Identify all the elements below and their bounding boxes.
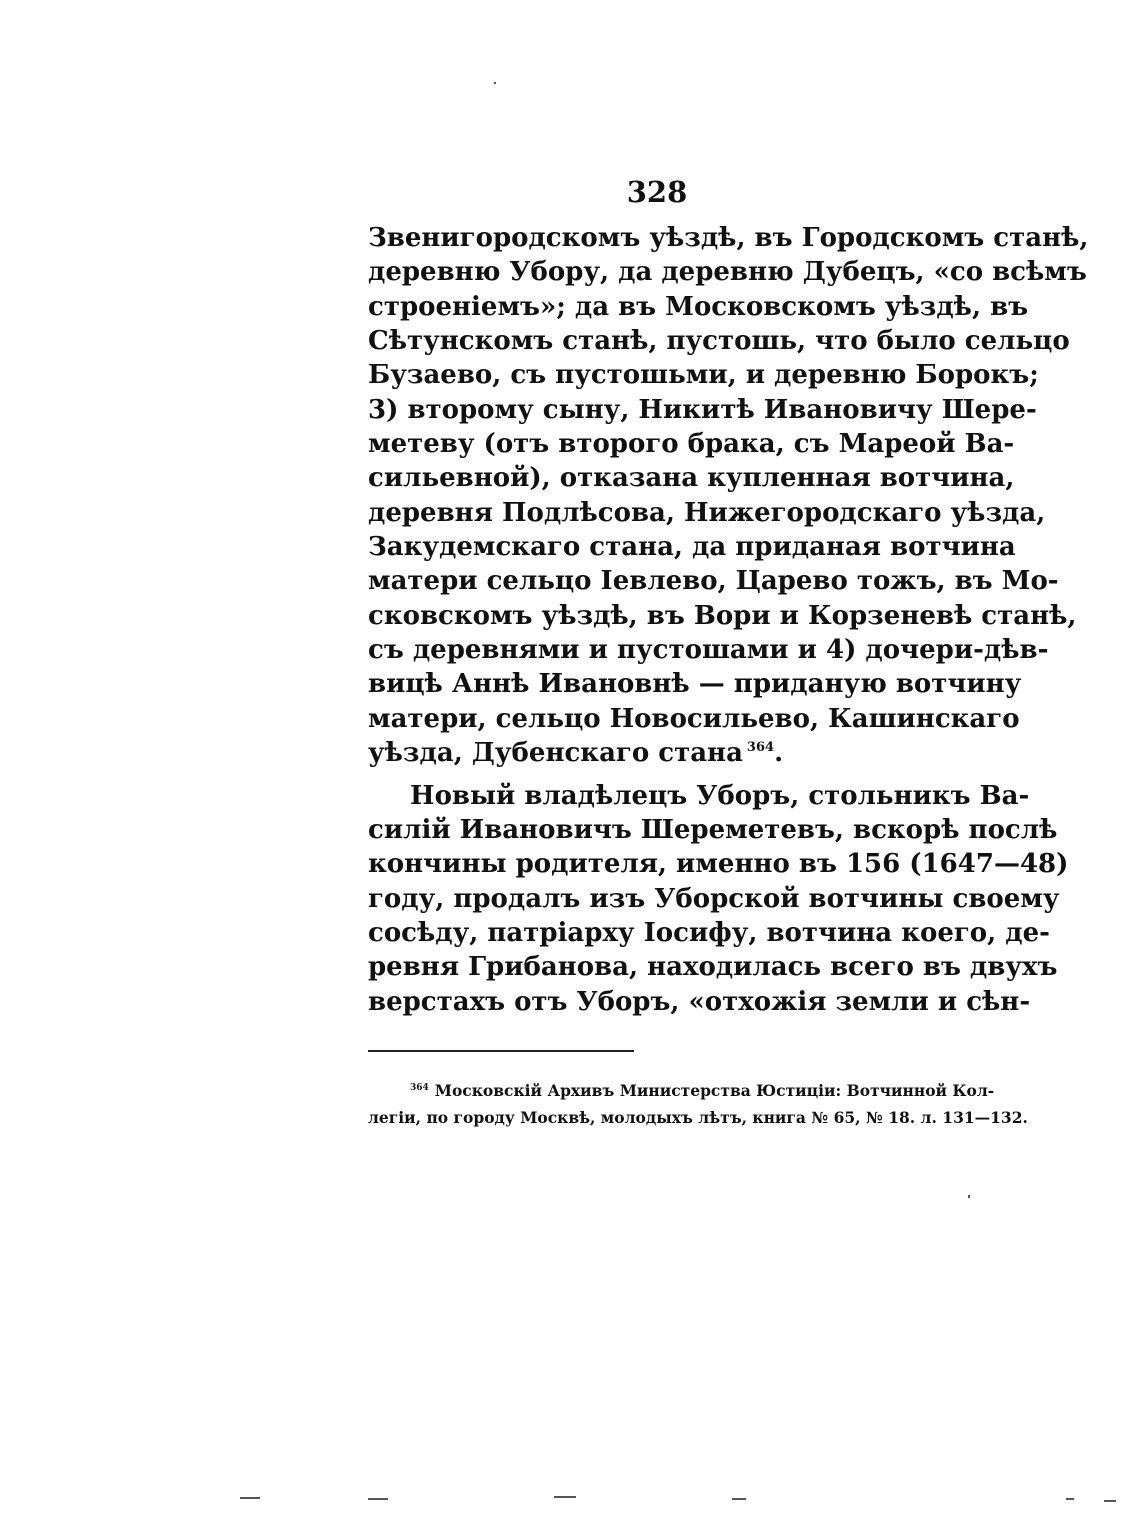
text-line: строеніемъ»; да въ Московскомъ уѣздѣ, въ <box>368 291 1029 322</box>
footnote-mark: 364 <box>410 1083 429 1093</box>
text-fragment: . <box>774 738 784 769</box>
text-line-last <box>368 736 944 770</box>
scan-speck <box>968 1195 970 1198</box>
text-line: вицѣ Аннѣ Ивановнѣ — приданую вотчину <box>368 669 1022 700</box>
text-line: Бузаево, съ пустошьми, и деревню Борокъ; <box>368 360 1039 391</box>
scan-speck <box>1066 1498 1074 1500</box>
footnote-line: легіи, по городу Москвѣ, молодыхъ лѣтъ, книга № 65, № 18. л. 131—132. <box>368 1108 1028 1127</box>
footnote-reference[interactable]: 364 <box>746 740 775 756</box>
text-line: матери, сельцо Новосильево, Кашинскаго <box>368 703 1020 734</box>
text-line: 3) второму сыну, Никитѣ Ивановичу Шере- <box>368 394 1037 425</box>
text-line: деревню Убору, да деревню Дубецъ, «со всѣмъ <box>368 257 1087 288</box>
paragraph-line: кончины родителя, именно въ 156 (1647—48) <box>368 849 1069 880</box>
footnote <box>368 1077 1028 1131</box>
text-line: деревня Подлѣсова, Нижегородскаго уѣзда, <box>368 497 1046 528</box>
scan-speck <box>494 82 496 84</box>
text-line: съ деревнями и пустошами и 4) дочери-дѣв- <box>368 635 1049 666</box>
paragraph-line: ревня Грибанова, находилась всего въ двухъ <box>368 952 1058 983</box>
footnote-line <box>368 1077 995 1104</box>
paragraph-line: Новый владѣлецъ Уборъ, стольникъ Ва- <box>410 780 1030 811</box>
paragraph-line: верстахъ отъ Уборъ, «отхожія земли и сѣн- <box>368 986 1031 1017</box>
text-line: сильевной), отказана купленная вотчина, <box>368 463 1015 494</box>
footnote-divider <box>368 1050 634 1052</box>
paragraph-line: сосѣду, патріарху Іосифу, вотчина коего, де- <box>368 917 1050 948</box>
scan-speck <box>240 1497 260 1499</box>
page-number: 328 <box>626 175 688 209</box>
text-line: Сѣтунскомъ станѣ, пустошь, что было сельцо <box>368 326 1070 357</box>
scan-speck <box>554 1496 576 1498</box>
body-text <box>368 221 1089 1019</box>
text-fragment: уѣзда, Дубенскаго стана <box>368 738 743 769</box>
text-line: матери сельцо Іевлево, Царево тожъ, въ Мо- <box>368 566 1059 597</box>
text-line: Закудемскаго стана, да приданая вотчина <box>368 532 1016 563</box>
scan-speck <box>1104 1500 1116 1502</box>
text-line: сковскомъ уѣздѣ, въ Вори и Корзеневѣ станѣ, <box>368 600 1077 631</box>
paragraph-line: году, продалъ изъ Уборской вотчины своему <box>368 883 1060 914</box>
scan-speck <box>732 1498 746 1500</box>
text-line: метеву (отъ второго брака, съ Мареой Ва- <box>368 429 1015 460</box>
footnote-text: Московскій Архивъ Министерства Юстиціи: Вотчинной Кол- <box>434 1081 995 1100</box>
paragraph-line: силій Ивановичъ Шереметевъ, вскорѣ послѣ <box>368 814 1058 845</box>
text-line: Звенигородскомъ уѣздѣ, въ Городскомъ станѣ, <box>368 223 1089 253</box>
scan-speck <box>368 1498 388 1500</box>
